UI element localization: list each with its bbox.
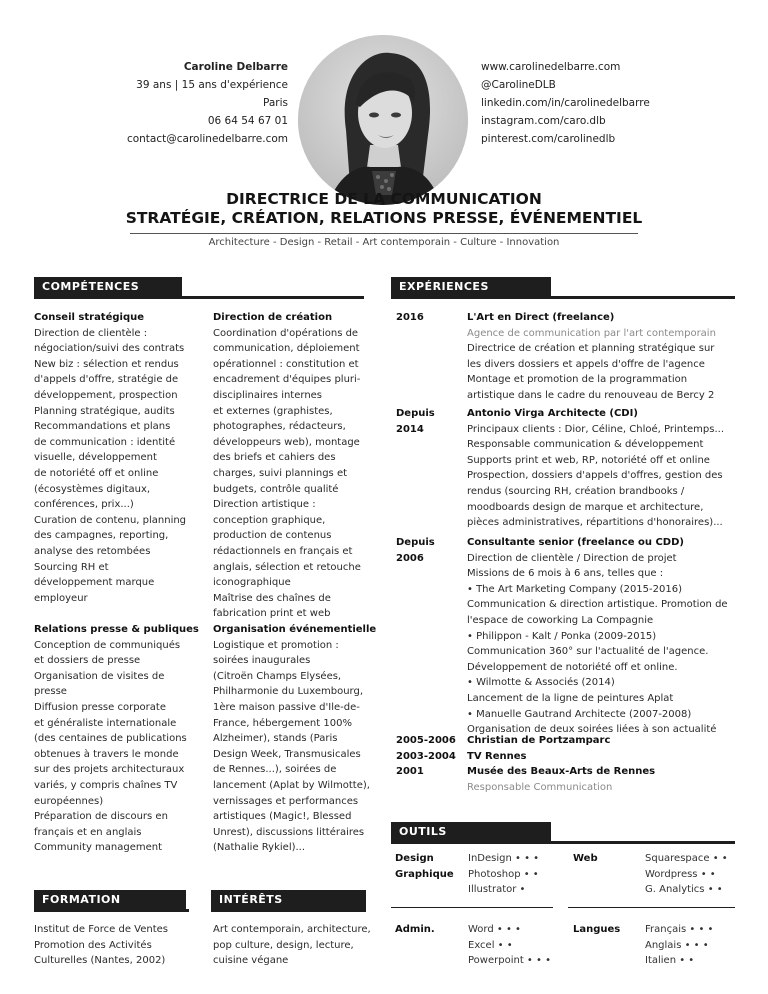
text-line: rendus (sourcing RH, création brandbooks /	[467, 485, 685, 497]
competence-title: Organisation événementielle	[213, 624, 377, 635]
outils-section-header	[391, 822, 735, 844]
competence-title: Direction de création	[213, 312, 333, 323]
age-experience: 39 ans | 15 ans d'expérience	[136, 79, 288, 91]
experience-body	[467, 406, 732, 531]
text-line: Community management	[34, 842, 163, 854]
text-line: français et en anglais	[34, 826, 142, 838]
experience-subtitle: Agence de communication par l'art contemporain	[467, 327, 716, 339]
experience-years	[396, 406, 466, 437]
title-divider	[130, 233, 638, 234]
formation-text	[34, 922, 204, 969]
experience-body	[467, 310, 732, 404]
link-instagram[interactable]: instagram.com/caro.dlb	[481, 115, 606, 127]
text-line: Depuis 2006	[396, 537, 435, 564]
text-line: photographes, rédacteurs,	[213, 421, 346, 433]
experience-body	[467, 535, 732, 738]
text-line: Langues	[573, 924, 621, 935]
interets-text	[213, 922, 383, 969]
experience-details	[467, 551, 732, 738]
experience-employer	[467, 733, 732, 780]
text-line: • Wilmotte & Associés (2014)	[467, 677, 615, 689]
text-line: développement, prospection	[34, 389, 178, 401]
text-line: Direction artistique :	[213, 499, 316, 511]
text-line: production de contenus	[213, 530, 332, 542]
text-line: et généraliste internationale	[34, 717, 177, 729]
text-line: Depuis 2014	[396, 408, 435, 435]
text-line: Consultante senior (freelance ou CDD)	[467, 537, 684, 548]
text-line: de communication : identité	[34, 436, 176, 448]
city: Paris	[263, 97, 288, 109]
outils-heading: OUTILS	[391, 822, 551, 841]
text-line: disciplinaires internes	[213, 389, 323, 401]
text-line: Culturelles (Nantes, 2002)	[34, 955, 166, 967]
experience-years	[396, 310, 466, 326]
text-line: Maîtrise des chaînes de	[213, 592, 331, 604]
tool-group-items	[468, 922, 568, 969]
competence-lines	[34, 638, 199, 856]
tool-group-items	[468, 851, 568, 898]
competence-lines	[213, 326, 378, 622]
text-line: pop culture, design, lecture,	[213, 939, 354, 951]
text-line: communication, déploiement	[213, 343, 360, 355]
competence-lines	[34, 326, 199, 607]
text-line: d'appels d'offre, stratégie de	[34, 374, 179, 386]
link-website[interactable]: www.carolinedelbarre.com	[481, 61, 621, 73]
competences-rule	[34, 296, 364, 299]
text-line: Responsable communication & développement	[467, 439, 704, 451]
text-line: Wordpress • •	[645, 868, 716, 880]
text-line: Alzheimer), stands (Paris	[213, 733, 338, 745]
text-line: Antonio Virga Architecte (CDI)	[467, 408, 638, 419]
text-line: Web	[573, 853, 598, 864]
text-line: Direction de clientèle :	[34, 327, 148, 339]
text-line: et dossiers de presse	[34, 655, 141, 667]
tool-group-items	[645, 851, 740, 898]
text-line: • The Art Marketing Company (2015-2016)	[467, 583, 682, 595]
tool-divider	[568, 907, 735, 908]
text-line: L'Art en Direct (freelance)	[467, 312, 615, 323]
text-line: Curation de contenu, planning	[34, 514, 187, 526]
text-line: fabrication print et web	[213, 608, 331, 620]
experience-details	[467, 422, 732, 531]
text-line: de Rennes...), soirées de	[213, 764, 337, 776]
competence-title: Relations presse & publiques	[34, 624, 199, 635]
text-line: Lancement de la ligne de peintures Aplat	[467, 692, 674, 704]
experience-body	[467, 733, 732, 795]
experience-employer	[467, 406, 732, 422]
profile-photo	[298, 35, 468, 205]
formation-section-header	[34, 890, 189, 912]
text-line: 2003-2004	[396, 750, 456, 762]
text-line: Direction de clientèle / Direction de projet	[467, 552, 677, 564]
text-line: budgets, contrôle qualité	[213, 483, 339, 495]
text-line: cuisine végane	[213, 955, 289, 967]
text-line: vernissages et performances	[213, 795, 359, 807]
text-line: Directrice de création et planning stratégique sur	[467, 343, 715, 355]
text-line: Illustrator •	[468, 884, 526, 896]
experience-employer	[467, 310, 732, 326]
text-line: Préparation de discours en	[34, 811, 168, 823]
text-line: Design	[395, 853, 434, 864]
competences-section-header	[34, 277, 364, 299]
text-line: développeurs web), montage	[213, 436, 360, 448]
competences-heading: COMPÉTENCES	[34, 277, 182, 296]
competence-block	[34, 622, 199, 856]
text-line: et externes (graphistes,	[213, 405, 333, 417]
text-line: conférences, prix...)	[34, 499, 134, 511]
text-line: Design Week, Transmusicales	[213, 748, 361, 760]
text-line: iconographique	[213, 577, 291, 589]
text-line: 2016	[396, 312, 424, 323]
text-line: Prospection, dossiers d'appels d'offres, gestion des	[467, 470, 723, 482]
text-line: l'espace de coworking La Compagnie	[467, 614, 654, 626]
experiences-heading: EXPÉRIENCES	[391, 277, 551, 296]
job-title	[0, 190, 768, 228]
text-line: analyse des retombées	[34, 545, 151, 557]
experience-years	[396, 733, 466, 780]
text-line: Promotion des Activités	[34, 939, 152, 951]
text-line: Philharmonie du Luxembourg,	[213, 686, 363, 698]
text-line: Unrest), discussions littéraires	[213, 826, 365, 838]
text-line: TV Rennes	[467, 750, 527, 762]
text-line: Principaux clients : Dior, Céline, Chloé, Printemps...	[467, 423, 724, 435]
sectors-subtitle: Architecture - Design - Retail - Art contemporain - Culture - Innovation	[208, 237, 560, 248]
interets-rule	[211, 909, 366, 912]
tool-group-label	[573, 851, 643, 867]
interets-heading: INTÉRÊTS	[211, 890, 366, 909]
text-line: Organisation de visites de	[34, 670, 165, 682]
text-line: lancement (Aplat by Wilmotte),	[213, 779, 370, 791]
text-line: presse	[34, 686, 67, 698]
text-line: Graphique	[395, 868, 454, 880]
text-line: • Manuelle Gautrand Architecte (2007-2008)	[467, 708, 692, 720]
portrait-image	[298, 35, 468, 205]
tool-group-label	[395, 851, 465, 882]
text-line: Christian de Portzamparc	[467, 735, 611, 746]
text-line: Conception de communiqués	[34, 639, 181, 651]
phone-number: 06 64 54 67 01	[207, 115, 288, 127]
text-line: • Philippon - Kalt / Ponka (2009-2015)	[467, 630, 657, 642]
text-line: moodboards design de marque et architecture,	[467, 501, 704, 513]
text-line: charges, suivi plannings et	[213, 467, 348, 479]
text-line: opérationnel : constitution et	[213, 358, 359, 370]
experience-employer	[467, 535, 732, 551]
text-line: Diffusion presse corporate	[34, 701, 166, 713]
online-links	[481, 58, 681, 148]
text-line: (écosystèmes digitaux,	[34, 483, 151, 495]
text-line: obtenues à travers le monde	[34, 748, 179, 760]
text-line: Communication 360° sur l'actualité de l'agence.	[467, 646, 709, 658]
text-line: G. Analytics • •	[645, 884, 723, 896]
interets-section-header	[211, 890, 366, 912]
text-line: Organisation de deux soirées liées à son actualité	[467, 724, 717, 736]
text-line: les divers dossiers et appels d'offre de l'agence	[467, 358, 705, 370]
text-line: Powerpoint • • •	[468, 955, 551, 967]
tool-group-label	[395, 922, 465, 938]
link-linkedin[interactable]: linkedin.com/in/carolinedelbarre	[481, 97, 650, 109]
competence-title: Conseil stratégique	[34, 312, 145, 323]
text-line: New biz : sélection et rendus	[34, 358, 179, 370]
experiences-section-header	[391, 277, 735, 299]
text-line: InDesign • • •	[468, 853, 540, 864]
experience-years	[396, 535, 466, 566]
experience-details	[467, 341, 732, 403]
text-line: Français • • •	[645, 924, 714, 935]
text-line: Recommandations et plans	[34, 421, 171, 433]
text-line: Sourcing RH et	[34, 561, 109, 573]
text-line: Excel • •	[468, 939, 513, 951]
text-line: encadrement d'équipes pluri-	[213, 374, 361, 386]
text-line: Montage et promotion de la programmation	[467, 374, 688, 386]
tool-group-items	[645, 922, 740, 969]
text-line: artistiques (Magic!, Blessed	[213, 811, 352, 823]
text-line: Planning stratégique, audits	[34, 405, 175, 417]
text-line: employeur	[34, 592, 88, 604]
text-line: Squarespace • •	[645, 853, 728, 864]
text-line: Word • • •	[468, 924, 521, 935]
text-line: Missions de 6 mois à 6 ans, telles que :	[467, 568, 664, 580]
text-line: négociation/suivi des contrats	[34, 343, 185, 355]
job-title-line-2: STRATÉGIE, CRÉATION, RELATIONS PRESSE, ÉVÉNEMENTIEL	[125, 209, 643, 227]
formation-heading: FORMATION	[34, 890, 186, 909]
competence-block	[213, 622, 378, 856]
text-line: Admin.	[395, 924, 435, 935]
job-title-line-1: DIRECTRICE DE LA COMMUNICATION	[226, 190, 542, 208]
text-line: Anglais • • •	[645, 939, 709, 951]
text-line: Logistique et promotion :	[213, 639, 339, 651]
text-line: européennes)	[34, 795, 104, 807]
competence-block	[34, 310, 199, 606]
link-pinterest[interactable]: pinterest.com/carolinedlb	[481, 133, 616, 145]
experience-subtitle: Responsable Communication	[467, 781, 613, 793]
link-twitter[interactable]: @CarolineDLB	[481, 79, 556, 91]
text-line: visuelle, développement	[34, 452, 157, 464]
outils-rule	[391, 841, 735, 844]
text-line: 1ère maison passive d'Ile-de-	[213, 701, 360, 713]
candidate-name: Caroline Delbarre	[183, 61, 288, 73]
email-address: contact@carolinedelbarre.com	[126, 133, 288, 145]
contact-identity	[100, 58, 288, 148]
formation-rule	[34, 909, 189, 912]
text-line: (Citroën Champs Elysées,	[213, 670, 342, 682]
text-line: France, hébergement 100%	[213, 717, 352, 729]
text-line: Coordination d'opérations de	[213, 327, 359, 339]
text-line: Développement de notoriété off et online.	[467, 661, 678, 673]
text-line: Musée des Beaux-Arts de Rennes	[467, 766, 656, 778]
text-line: des briefs et cahiers des	[213, 452, 336, 464]
text-line: 2001	[396, 766, 424, 778]
text-line: Communication & direction artistique. Promotion de	[467, 599, 728, 611]
text-line: sur des projets architecturaux	[34, 764, 185, 776]
text-line: Supports print et web, RP, notoriété off et online	[467, 454, 710, 466]
tool-group-label	[573, 922, 643, 938]
text-line: (Nathalie Rykiel)...	[213, 842, 306, 854]
text-line: soirées inaugurales	[213, 655, 311, 667]
text-line: anglais, sélection et retouche	[213, 561, 361, 573]
text-line: développement marque	[34, 577, 155, 589]
text-line: artistique dans le cadre du renouveau de Bercy 2	[467, 389, 715, 401]
text-line: Italien • •	[645, 955, 695, 967]
text-line: des campagnes, reporting,	[34, 530, 169, 542]
text-line: variés, y compris chaînes TV	[34, 779, 178, 791]
text-line: 2005-2006	[396, 735, 456, 746]
text-line: Photoshop • •	[468, 868, 539, 880]
tool-divider	[391, 907, 553, 908]
competence-block	[213, 310, 378, 622]
experiences-rule	[391, 296, 735, 299]
text-line: de notoriété off et online	[34, 467, 159, 479]
text-line: conception graphique,	[213, 514, 326, 526]
text-line: (des centaines de publications	[34, 733, 187, 745]
text-line: Art contemporain, architecture,	[213, 924, 371, 935]
text-line: pièces administratives, répartitions d'honoraires)...	[467, 517, 723, 529]
competence-lines	[213, 638, 378, 856]
text-line: Institut de Force de Ventes	[34, 924, 168, 935]
text-line: rédactionnels en français et	[213, 545, 353, 557]
